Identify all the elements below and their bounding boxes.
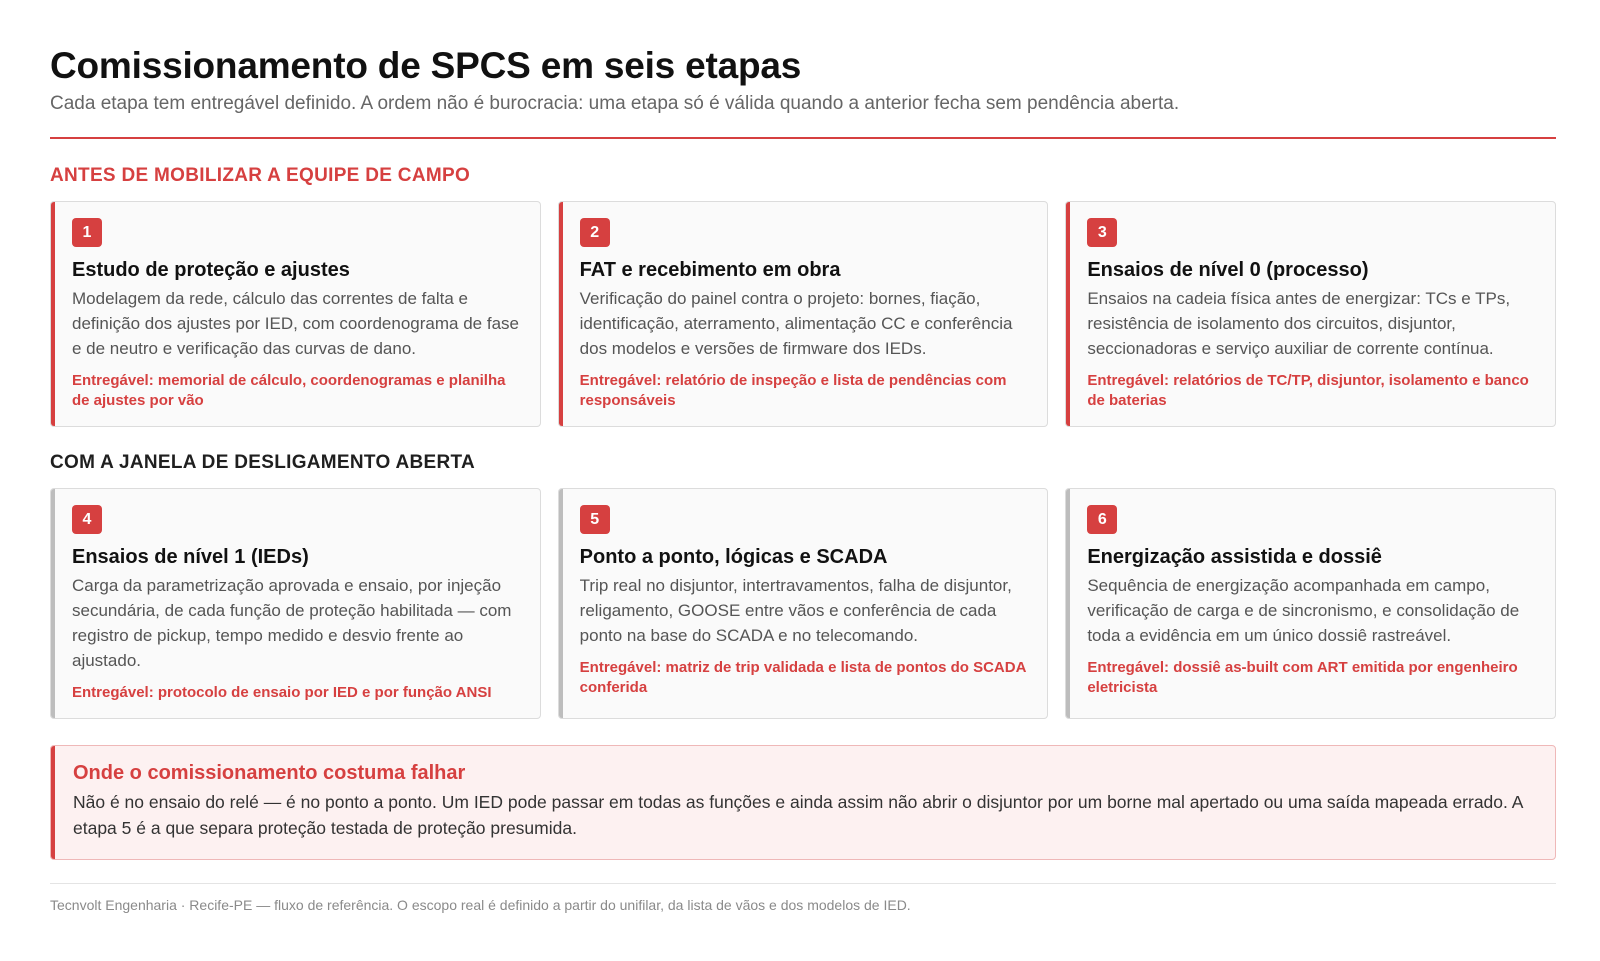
step-description: Modelagem da rede, cálculo das correntes de falta e definição dos ajustes por IED, com coordenograma de fase e de neutro e verificação das curvas de dano.	[72, 289, 519, 358]
step-deliverable: Entregável: memorial de cálculo, coordenogramas e planilha de ajustes por vão	[72, 372, 506, 409]
step-card-4	[50, 488, 541, 719]
step-deliverable: Entregável: matriz de trip validada e lista de pontos do SCADA conferida	[579, 659, 1026, 696]
step-number-badge: 6	[1087, 505, 1117, 534]
step-card-2	[558, 201, 1049, 427]
step-card-6	[1065, 488, 1556, 719]
header-divider	[50, 137, 1556, 139]
step-title: Estudo de proteção e ajustes	[72, 259, 350, 281]
step-deliverable: Entregável: relatórios de TC/TP, disjuntor, isolamento e banco de baterias	[1087, 372, 1529, 409]
step-description: Sequência de energização acompanhada em campo, verificação de carga e de sincronismo, e consolidação de toda a evidência em um único dossiê rastreável.	[1087, 576, 1520, 645]
step-title: FAT e recebimento em obra	[579, 259, 841, 281]
steps-grid-shutdown	[50, 488, 1556, 719]
step-deliverable: Entregável: dossiê as-built com ART emitida por engenheiro eletricista	[1087, 659, 1518, 696]
section-title-shutdown-window: COM A JANELA DE DESLIGAMENTO ABERTA	[50, 452, 475, 473]
step-description: Ensaios na cadeia física antes de energizar: TCs e TPs, resistência de isolamento dos circuitos, disjuntor, seccionadoras e serviço auxiliar de corrente contínua.	[1087, 289, 1511, 358]
step-title: Ensaios de nível 1 (IEDs)	[72, 546, 309, 568]
step-description: Verificação do painel contra o projeto: bornes, fiação, identificação, aterramento, alimentação CC e conferência dos modelos e versões de firmware dos IEDs.	[579, 289, 1013, 358]
page-subtitle: Cada etapa tem entregável definido. A ordem não é burocracia: uma etapa só é válida quando a anterior fecha sem pendência aberta.	[50, 93, 1180, 114]
page-title: Comissionamento de SPCS em seis etapas	[50, 45, 802, 86]
step-description: Trip real no disjuntor, intertravamentos, falha de disjuntor, religamento, GOOSE entre vãos e conferência de cada ponto na base do SCADA e no telecomando.	[579, 576, 1012, 645]
step-title: Ensaios de nível 0 (processo)	[1087, 259, 1369, 281]
steps-grid-before	[50, 201, 1556, 427]
step-number-badge: 2	[580, 218, 610, 247]
callout-title: Onde o comissionamento costuma falhar	[73, 762, 466, 784]
step-number-badge: 5	[580, 505, 610, 534]
step-card-5	[558, 488, 1049, 719]
callout-text: Não é no ensaio do relé — é no ponto a ponto. Um IED pode passar em todas as funções e ainda assim não abrir o disjuntor por um borne mal apertado ou uma saída mapeada errado. A etapa 5 é a que separa proteção testada de proteção presumida.	[73, 792, 1523, 838]
section-title-before-mobilization: ANTES DE MOBILIZAR A EQUIPE DE CAMPO	[50, 165, 471, 186]
step-description: Carga da parametrização aprovada e ensaio, por injeção secundária, de cada função de proteção habilitada — com registro de pickup, tempo medido e desvio frente ao ajustado.	[72, 576, 512, 670]
step-number-badge: 1	[72, 218, 102, 247]
step-card-1	[50, 201, 541, 427]
step-title: Energização assistida e dossiê	[1087, 546, 1382, 568]
step-title: Ponto a ponto, lógicas e SCADA	[579, 546, 888, 568]
step-deliverable: Entregável: protocolo de ensaio por IED e por função ANSI	[72, 684, 492, 701]
step-card-3	[1065, 201, 1556, 427]
page	[50, 44, 1556, 914]
failure-callout	[50, 745, 1556, 860]
step-deliverable: Entregável: relatório de inspeção e lista de pendências com responsáveis	[579, 372, 1007, 409]
footer-note: Tecnvolt Engenharia · Recife-PE — fluxo de referência. O escopo real é definido a partir do unifilar, da lista de vãos e dos modelos de IED.	[50, 897, 911, 913]
step-number-badge: 3	[1087, 218, 1117, 247]
footer-divider	[50, 883, 1556, 884]
step-number-badge: 4	[72, 505, 102, 534]
